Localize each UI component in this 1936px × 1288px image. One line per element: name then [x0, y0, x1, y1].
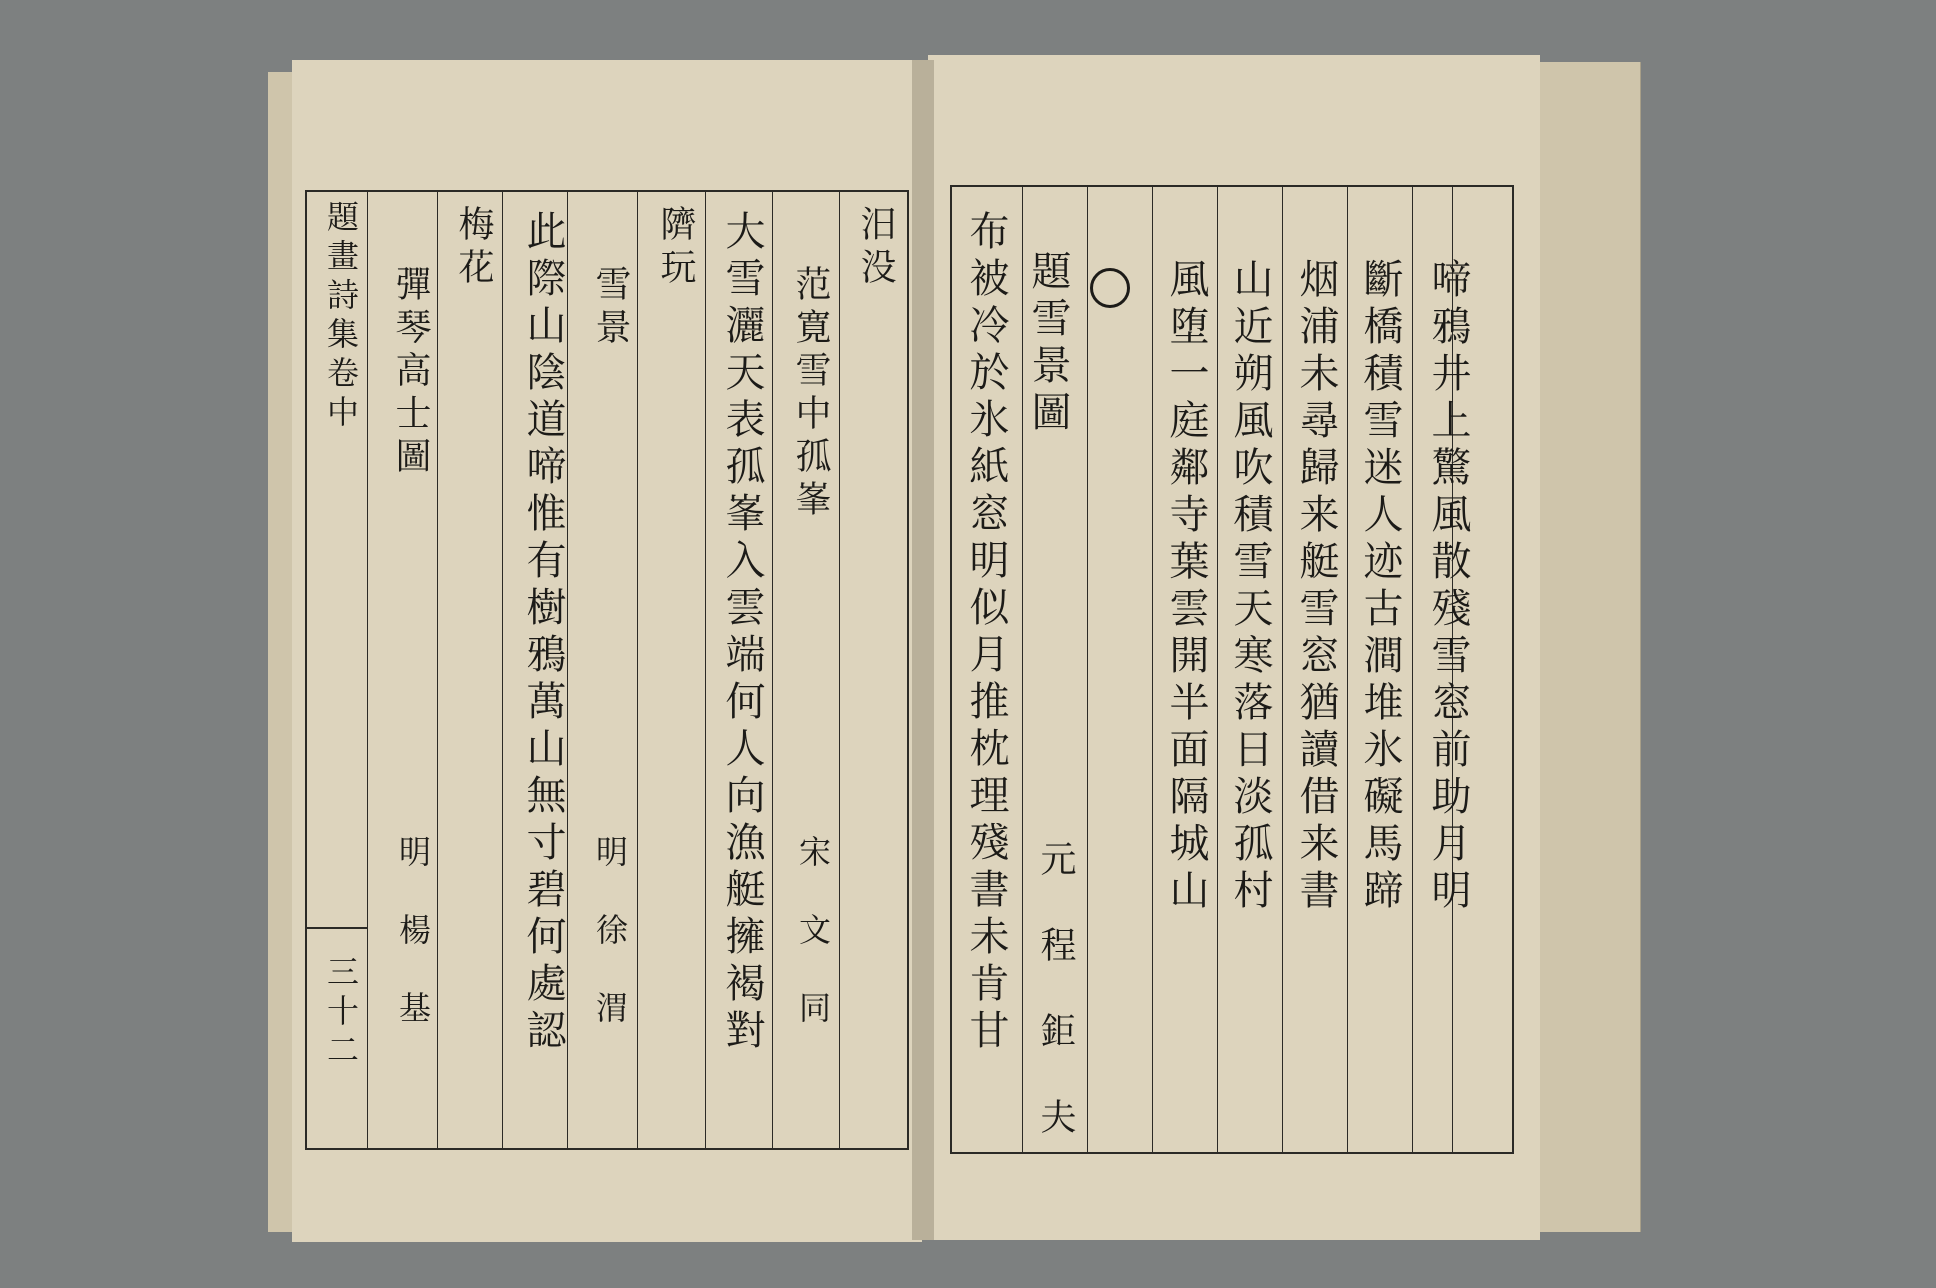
painting-title: 范寛雪中孤峯 [790, 265, 831, 523]
painting-title: 題雪景圖 [1025, 250, 1071, 438]
text-column: 汨没 [855, 205, 896, 291]
poem-line: 大雪灑天表孤峯入雲端何人向漁艇擁褐對 [719, 210, 765, 1056]
poem-line: 布被冷於氷紙窓明似月推枕理殘書未肯甘 [963, 210, 1009, 1056]
poem-line: 此際山陰道啼惟有樹鴉萬山無寸碧何處認 [520, 210, 566, 1056]
page-number: 三十二 [322, 955, 360, 1072]
poem-line: 烟浦未尋歸来艇雪窓猶讀借来書 [1293, 258, 1339, 916]
poem-line: 啼鴉井上驚風散殘雪窓前助月明 [1425, 258, 1471, 916]
section-circle-icon [1090, 268, 1130, 308]
text-column: 梅花 [453, 205, 494, 291]
poem-line: 斷橋積雪迷人迹古澗堆氷礙馬蹄 [1357, 258, 1403, 916]
poem-line: 山近朔風吹積雪天寒落日淡孤村 [1227, 258, 1273, 916]
gutter [912, 60, 934, 1240]
poem-line: 風堕一庭鄰寺葉雲開半面隔城山 [1163, 258, 1209, 916]
book-title-header: 題畫詩集卷中 [322, 200, 360, 434]
painting-title: 雪景 [590, 265, 631, 351]
painting-title: 彈琴高士圖 [390, 265, 431, 480]
text-column: 隮玩 [655, 205, 696, 291]
left-page-edges [268, 72, 295, 1232]
author-name: 宋 文 同 [794, 835, 832, 1030]
author-name: 明 徐 渭 [591, 835, 629, 1030]
author-name: 明 楊 基 [394, 835, 432, 1030]
right-page-edges [1530, 62, 1641, 1232]
author-name: 元 程 鉅 夫 [1035, 840, 1076, 1141]
